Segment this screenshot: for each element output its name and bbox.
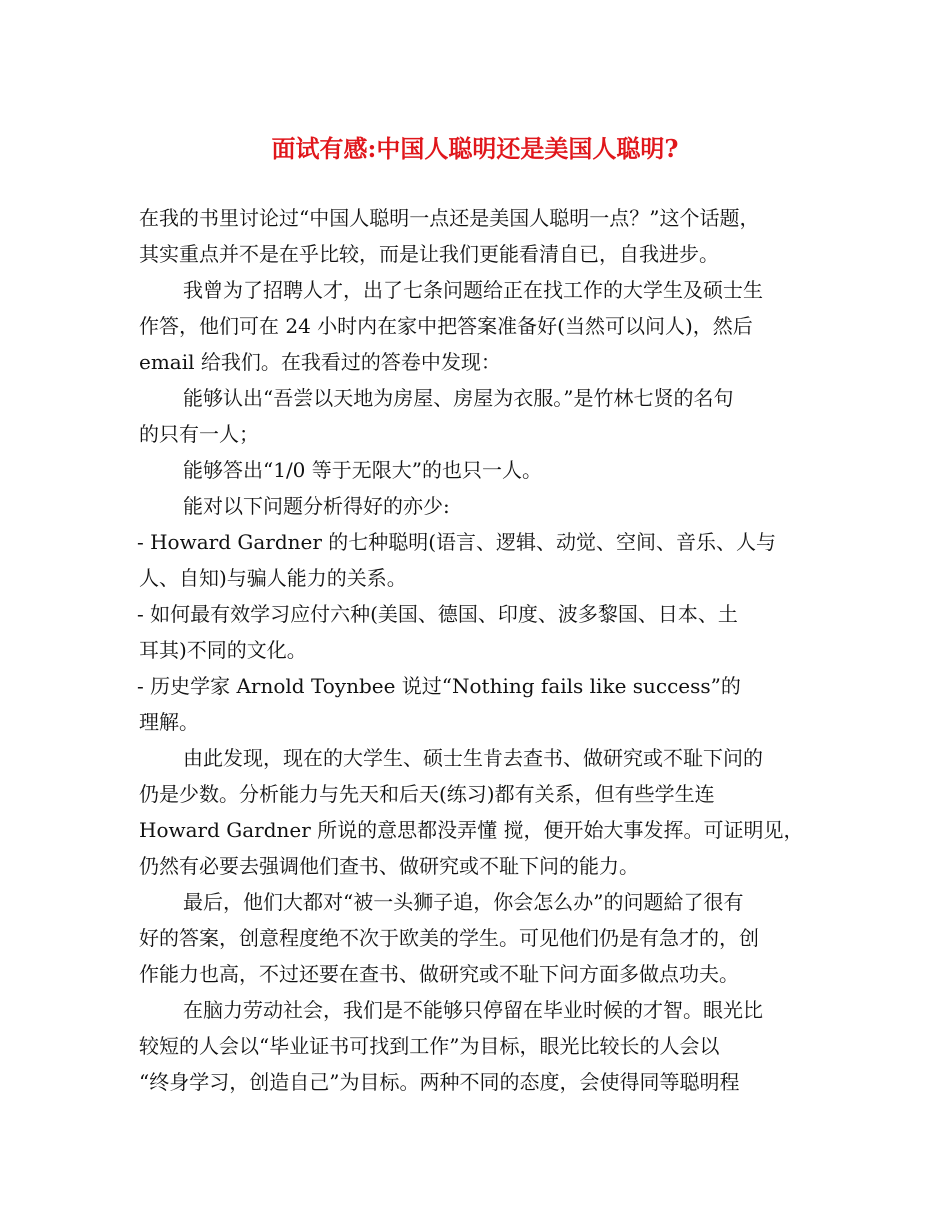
text-line: 作答，他们可在 24 小时内在家中把答案准备好(当然可以问人)，然后 xyxy=(139,314,753,338)
text-line: 的只有一人； xyxy=(139,422,259,446)
text-line: 由此发现，现在的大学生、硕士生肯去查书、做研究或不耻下问的 xyxy=(183,746,763,770)
text-line: 好的答案，创意程度绝不次于欧美的学生。可见他们仍是有急才的，创 xyxy=(139,926,759,950)
text-line: “终身学习，创造自己”为目标。两种不同的态度，会使得同等聪明程 xyxy=(139,1070,740,1094)
text-line: 仍是少数。分析能力与先天和后天(练习)都有关系，但有些学生连 xyxy=(139,782,715,806)
text-line: 我曾为了招聘人才，出了七条问题给正在找工作的大学生及硕士生 xyxy=(183,278,763,302)
text-line: 较短的人会以“毕业证书可找到工作”为目标，眼光比较长的人会以 xyxy=(139,1034,720,1058)
text-line: 能够认出“吾尝以天地为房屋、房屋为衣服。”是竹林七贤的名句 xyxy=(183,386,734,410)
text-line: 在脑力劳动社会，我们是不能够只停留在毕业时候的才智。眼光比 xyxy=(183,998,763,1022)
document-body xyxy=(139,200,829,1100)
text-line: 仍然有必要去强调他们查书、做研究或不耻下问的能力。 xyxy=(139,854,639,878)
list-item-line: - Howard Gardner 的七种聪明(语言、逻辑、动觉、空间、音乐、人与 xyxy=(137,530,777,554)
text-line: 理解。 xyxy=(139,710,199,734)
text-line: Howard Gardner 所说的意思都没弄懂 搅，便开始大事发挥。可证明见， xyxy=(139,818,804,842)
text-line: 耳其)不同的文化。 xyxy=(139,638,307,662)
text-line: 人、自知)与骗人能力的关系。 xyxy=(139,566,407,590)
list-item-line: - 如何最有效学习应付六种(美国、德国、印度、波多黎国、日本、土 xyxy=(137,602,738,626)
text-line: 能对以下问题分析得好的亦少: xyxy=(183,494,450,518)
text-line: 能够答出“1/0 等于无限大”的也只一人。 xyxy=(183,458,542,482)
text-line: email 给我们。在我看过的答卷中发现： xyxy=(139,350,501,374)
text-line: 作能力也高，不过还要在查书、做研究或不耻下问方面多做点功夫。 xyxy=(139,962,739,986)
document-title: 面试有感:中国人聪明还是美国人聪明? xyxy=(271,134,679,163)
list-item-line: - 历史学家 Arnold Toynbee 说过“Nothing fails like success”的 xyxy=(137,674,741,698)
text-line: 在我的书里讨论过“中国人聪明一点还是美国人聪明一点？”这个话题， xyxy=(139,206,760,230)
text-line: 最后，他们大都对“被一头狮子追，你会怎么办”的问题給了很有 xyxy=(183,890,744,914)
text-line: 其实重点并不是在乎比较，而是让我们更能看清自已，自我进步。 xyxy=(139,242,719,266)
